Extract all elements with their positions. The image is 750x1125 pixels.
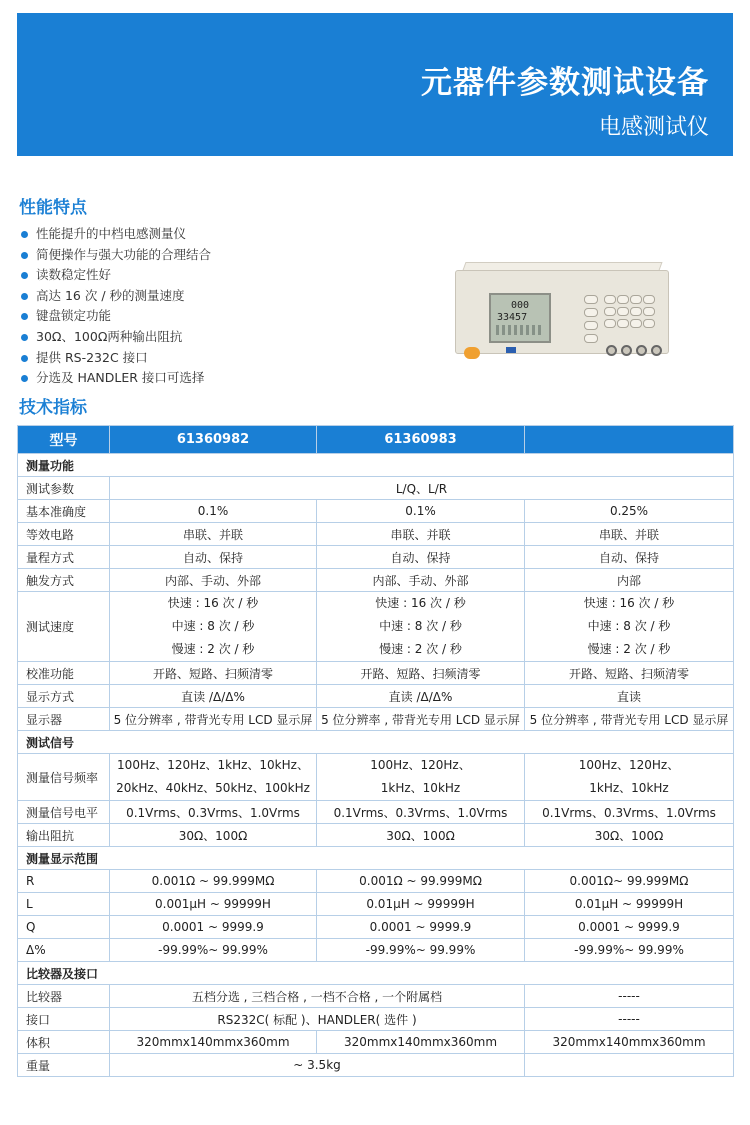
device-front-panel — [455, 270, 669, 354]
table-row: 基本准确度 0.1% 0.1% 0.25% — [18, 500, 734, 523]
header-model-2: 61360983 — [317, 426, 525, 454]
table-row: L 0.001μH ~ 99999H 0.01μH ~ 99999H 0.01μH ~ 99999H — [18, 893, 734, 916]
table-row: 接口 RS232C( 标配 )、HANDLER( 选件 ) ----- — [18, 1008, 734, 1031]
table-row: 量程方式 自动、保持 自动、保持 自动、保持 — [18, 546, 734, 569]
lcd-readout-top: 000 — [511, 300, 530, 311]
table-row: Q 0.0001 ~ 9999.9 0.0001 ~ 9999.9 0.0001 ~ 9999.9 — [18, 916, 734, 939]
group-display-range: 测量显示范围 — [18, 847, 734, 870]
banner-title: 元器件参数测试设备 — [421, 65, 709, 101]
feature-item: 键盘锁定功能 — [20, 306, 211, 327]
table-row: 重量 ~ 3.5kg — [18, 1054, 734, 1077]
device-lcd-screen — [489, 293, 551, 343]
specs-heading: 技术指标 — [19, 398, 87, 418]
header-banner — [17, 13, 733, 156]
device-keypad — [604, 295, 653, 328]
banner-subtitle: 电感测试仪 — [598, 115, 709, 140]
header-model-1: 61360982 — [110, 426, 317, 454]
table-row: 测试速度 快速 : 16 次 / 秒 中速 : 8 次 / 秒 慢速 : 2 次 / 秒 快速 : 16 次 / 秒 中速 : 8 次 / 秒 慢速 : 2 次 / 秒 快速 : 16 次 / 秒 中速 : 8 次 / 秒 慢速 : 2 次 / 秒 — [18, 592, 734, 662]
feature-item: 高达 16 次 / 秒的测量速度 — [20, 286, 211, 307]
table-row: 比较器 五档分选 , 三档合格 , 一档不合格 , 一个附属档 ----- — [18, 985, 734, 1008]
power-switch-icon — [464, 347, 480, 359]
table-row: 显示器 5 位分辨率 , 带背光专用 LCD 显示屏 5 位分辨率 , 带背光专用 LCD 显示屏 5 位分辨率 , 带背光专用 LCD 显示屏 — [18, 708, 734, 731]
device-test-terminals — [606, 345, 662, 356]
group-test-signal: 测试信号 — [18, 731, 734, 754]
header-model-3 — [525, 426, 734, 454]
table-row: 校准功能 开路、短路、扫频清零 开路、短路、扫频清零 开路、短路、扫频清零 — [18, 662, 734, 685]
table-row: 输出阻抗 30Ω、100Ω 30Ω、100Ω 30Ω、100Ω — [18, 824, 734, 847]
table-row: 等效电路 串联、并联 串联、并联 串联、并联 — [18, 523, 734, 546]
table-row: 测量信号电平 0.1Vrms、0.3Vrms、1.0Vrms 0.1Vrms、0.3Vrms、1.0Vrms 0.1Vrms、0.3Vrms、1.0Vrms — [18, 801, 734, 824]
header-model: 型号 — [18, 426, 110, 454]
table-row: 显示方式 直读 /Δ/Δ% 直读 /Δ/Δ% 直读 — [18, 685, 734, 708]
table-row: 测量信号频率 100Hz、120Hz、1kHz、10kHz、 20kHz、40kHz、50kHz、100kHz 100Hz、120Hz、 1kHz、10kHz 100Hz、120Hz、 1kHz、10kHz — [18, 754, 734, 801]
feature-item: 读数稳定性好 — [20, 265, 211, 286]
spec-table — [17, 425, 734, 1077]
device-logo — [506, 347, 516, 353]
table-row: Δ% -99.99%~ 99.99% -99.99%~ 99.99% -99.99%~ 99.99% — [18, 939, 734, 962]
device-function-keys — [584, 295, 598, 347]
group-measure-function: 测量功能 — [18, 454, 734, 477]
lcd-status-line — [496, 325, 542, 335]
features-heading: 性能特点 — [19, 198, 87, 218]
table-row: 体积 320mmx140mmx360mm 320mmx140mmx360mm 320mmx140mmx360mm — [18, 1031, 734, 1054]
table-row: 触发方式 内部、手动、外部 内部、手动、外部 内部 — [18, 569, 734, 592]
inductance-tester-image — [455, 262, 670, 357]
features-list — [20, 224, 211, 389]
feature-item: 简便操作与强大功能的合理结合 — [20, 245, 211, 266]
feature-item: 30Ω、100Ω两种输出阻抗 — [20, 327, 211, 348]
lcd-readout-main: 33457 — [497, 312, 528, 323]
group-comparator-interface: 比较器及接口 — [18, 962, 734, 985]
table-row: 测试参数 L/Q、L/R — [18, 477, 734, 500]
feature-item: 性能提升的中档电感测量仪 — [20, 224, 211, 245]
feature-item: 提供 RS-232C 接口 — [20, 348, 211, 369]
feature-item: 分选及 HANDLER 接口可选择 — [20, 368, 211, 389]
table-row: R 0.001Ω ~ 99.999MΩ 0.001Ω ~ 99.999MΩ 0.001Ω~ 99.999MΩ — [18, 870, 734, 893]
